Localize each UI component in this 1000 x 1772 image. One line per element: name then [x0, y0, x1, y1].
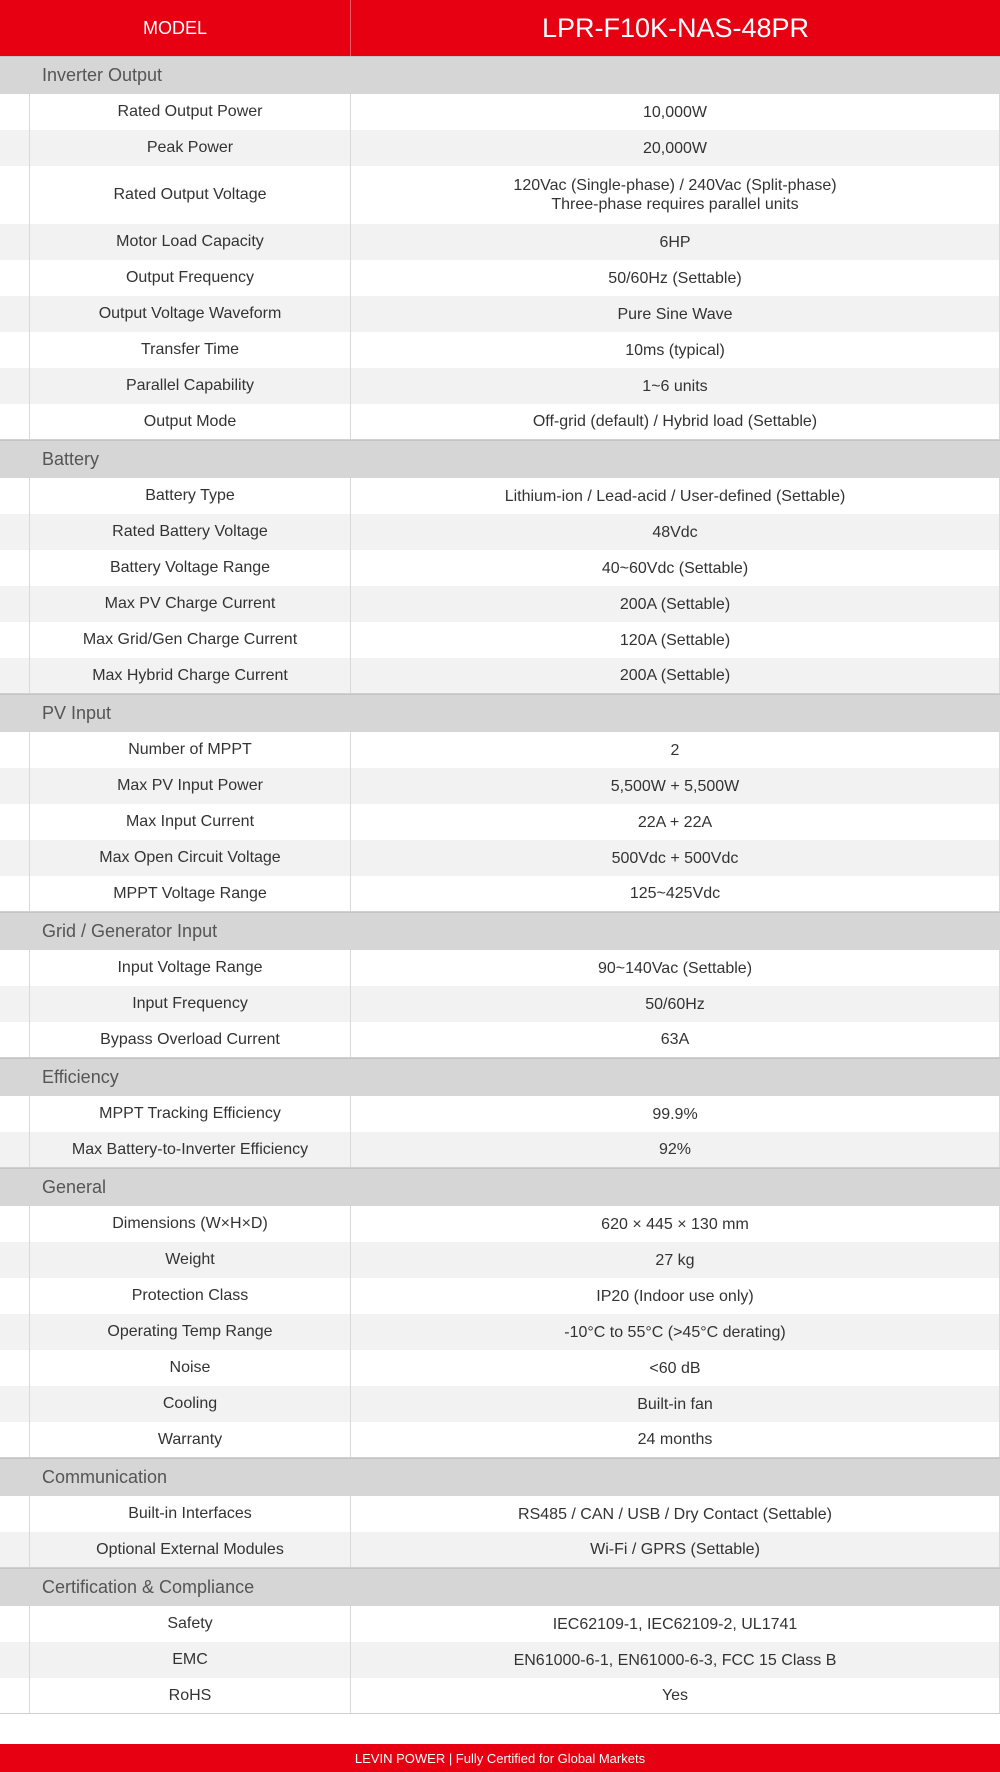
row-gutter	[0, 478, 30, 514]
row-gutter	[0, 94, 30, 130]
spec-value	[351, 166, 1000, 224]
spec-row	[0, 550, 1000, 586]
spec-label: Output Mode	[30, 404, 351, 439]
row-gutter	[0, 368, 30, 404]
spec-label: Max Hybrid Charge Current	[30, 658, 351, 693]
spec-value-line: 620 × 445 × 130 mm	[601, 1215, 749, 1233]
spec-row	[0, 950, 1000, 986]
spec-label: Optional External Modules	[30, 1532, 351, 1567]
model-label: MODEL	[0, 0, 351, 56]
spec-value-line: EN61000-6-1, EN61000-6-3, FCC 15 Class B	[513, 1651, 837, 1669]
spec-row	[0, 1314, 1000, 1350]
spec-label: Transfer Time	[30, 332, 351, 368]
model-header	[0, 0, 1000, 56]
spec-label: Rated Output Power	[30, 94, 351, 130]
spec-label: Warranty	[30, 1422, 351, 1457]
spec-value	[351, 260, 1000, 296]
row-gutter	[0, 1022, 30, 1057]
row-gutter	[0, 876, 30, 911]
row-gutter	[0, 732, 30, 768]
spec-row	[0, 876, 1000, 912]
spec-label: Rated Battery Voltage	[30, 514, 351, 550]
row-gutter	[0, 550, 30, 586]
spec-value	[351, 768, 1000, 804]
row-gutter	[0, 166, 30, 224]
spec-label: Input Voltage Range	[30, 950, 351, 986]
spec-value-line: IP20 (Indoor use only)	[596, 1287, 754, 1305]
row-gutter	[0, 586, 30, 622]
spec-value	[351, 1132, 1000, 1167]
spec-value	[351, 1606, 1000, 1642]
spec-value-line: 5,500W + 5,500W	[610, 777, 740, 795]
section-header: Efficiency	[0, 1058, 1000, 1096]
row-gutter	[0, 1242, 30, 1278]
spec-value	[351, 296, 1000, 332]
spec-value	[351, 1278, 1000, 1314]
spec-row	[0, 1206, 1000, 1242]
spec-label: Rated Output Voltage	[30, 166, 351, 224]
spec-value-line: 10,000W	[642, 103, 708, 121]
spec-row	[0, 1496, 1000, 1532]
spec-label: Weight	[30, 1242, 351, 1278]
spec-row	[0, 404, 1000, 440]
spec-row	[0, 1022, 1000, 1058]
footer-text: LEVIN POWER | Fully Certified for Global Markets	[354, 1750, 646, 1766]
spec-label: Noise	[30, 1350, 351, 1386]
spec-label: Input Frequency	[30, 986, 351, 1022]
spec-label: Max Battery-to-Inverter Efficiency	[30, 1132, 351, 1167]
spec-row	[0, 1096, 1000, 1132]
spec-label: Battery Type	[30, 478, 351, 514]
spec-label: Battery Voltage Range	[30, 550, 351, 586]
spec-value	[351, 550, 1000, 586]
spec-label: Max Input Current	[30, 804, 351, 840]
row-gutter	[0, 130, 30, 166]
spec-row	[0, 1132, 1000, 1168]
spec-value-line: IEC62109-1, IEC62109-2, UL1741	[552, 1615, 798, 1633]
spec-value-line: 120Vac (Single-phase) / 240Vac (Split-phase)	[513, 177, 837, 194]
spec-value-line: Yes	[661, 1687, 689, 1704]
spec-value-line: 27 kg	[655, 1251, 695, 1269]
spec-value-line: 200A (Settable)	[619, 595, 731, 613]
row-gutter	[0, 1278, 30, 1314]
model-number: LPR-F10K-NAS-48PR	[541, 12, 810, 43]
row-gutter	[0, 658, 30, 693]
spec-value	[351, 1350, 1000, 1386]
spec-label: Max PV Input Power	[30, 768, 351, 804]
spec-value	[351, 94, 1000, 130]
spec-value	[351, 224, 1000, 260]
spec-value-line: 48Vdc	[652, 523, 698, 541]
row-gutter	[0, 1386, 30, 1422]
spec-value	[351, 658, 1000, 693]
row-gutter	[0, 1206, 30, 1242]
spec-label: RoHS	[30, 1678, 351, 1713]
spec-value-line: 1~6 units	[642, 377, 708, 395]
spec-row	[0, 514, 1000, 550]
spec-row	[0, 1422, 1000, 1458]
spec-value-line: 200A (Settable)	[619, 667, 731, 684]
spec-value	[351, 130, 1000, 166]
spec-label: MPPT Tracking Efficiency	[30, 1096, 351, 1132]
row-gutter	[0, 804, 30, 840]
spec-value	[351, 1314, 1000, 1350]
spec-table	[0, 56, 1000, 1714]
spec-row	[0, 1278, 1000, 1314]
spec-value	[351, 840, 1000, 876]
footer-bar	[0, 1744, 1000, 1772]
spec-value-line: 6HP	[659, 233, 691, 251]
spec-row	[0, 1642, 1000, 1678]
section-header: General	[0, 1168, 1000, 1206]
spec-value-line: 120A (Settable)	[619, 631, 731, 649]
spec-value	[351, 1496, 1000, 1532]
spec-value-line: 92%	[658, 1141, 692, 1158]
spec-value-line: <60 dB	[649, 1359, 701, 1377]
spec-row	[0, 166, 1000, 224]
spec-label: Safety	[30, 1606, 351, 1642]
spec-value	[351, 332, 1000, 368]
spec-row	[0, 296, 1000, 332]
spec-row	[0, 130, 1000, 166]
spec-value-line: Off-grid (default) / Hybrid load (Settable)	[532, 413, 818, 430]
spec-value-line: 50/60Hz (Settable)	[608, 269, 742, 287]
row-gutter	[0, 1422, 30, 1457]
row-gutter	[0, 1496, 30, 1532]
spec-value-line: Pure Sine Wave	[617, 305, 733, 323]
row-gutter	[0, 1678, 30, 1713]
row-gutter	[0, 332, 30, 368]
section-header: Communication	[0, 1458, 1000, 1496]
section-header: Battery	[0, 440, 1000, 478]
spec-label: Motor Load Capacity	[30, 224, 351, 260]
spec-value	[351, 1242, 1000, 1278]
spec-value-line: Wi-Fi / GPRS (Settable)	[590, 1541, 760, 1558]
spec-row	[0, 840, 1000, 876]
spec-value	[351, 1422, 1000, 1457]
spec-value	[351, 514, 1000, 550]
spec-value-line: -10°C to 55°C (>45°C derating)	[564, 1323, 786, 1341]
spec-value	[351, 586, 1000, 622]
spec-label: Bypass Overload Current	[30, 1022, 351, 1057]
row-gutter	[0, 404, 30, 439]
spec-value	[351, 404, 1000, 439]
spec-value-line: 22A + 22A	[637, 813, 713, 831]
spec-value	[351, 1096, 1000, 1132]
spec-value	[351, 478, 1000, 514]
spec-value	[351, 804, 1000, 840]
spec-row	[0, 1678, 1000, 1714]
row-gutter	[0, 1096, 30, 1132]
spec-value-line: 2	[670, 741, 680, 759]
row-gutter	[0, 1132, 30, 1167]
spec-value-line: 50/60Hz	[645, 995, 705, 1013]
spec-row	[0, 260, 1000, 296]
spec-row	[0, 658, 1000, 694]
spec-row	[0, 804, 1000, 840]
row-gutter	[0, 296, 30, 332]
spec-value	[351, 876, 1000, 911]
spec-label: MPPT Voltage Range	[30, 876, 351, 911]
spec-value	[351, 732, 1000, 768]
section-header: Grid / Generator Input	[0, 912, 1000, 950]
spec-value-line: Built-in fan	[637, 1395, 713, 1413]
spec-value	[351, 1642, 1000, 1678]
spec-label: Built-in Interfaces	[30, 1496, 351, 1532]
spec-row	[0, 332, 1000, 368]
spec-value-line: 99.9%	[652, 1105, 698, 1123]
row-gutter	[0, 986, 30, 1022]
spec-value	[351, 1022, 1000, 1057]
spec-value-line: 125~425Vdc	[629, 885, 721, 902]
spec-row	[0, 1242, 1000, 1278]
spec-value	[351, 1386, 1000, 1422]
section-header: Inverter Output	[0, 56, 1000, 94]
spec-row	[0, 586, 1000, 622]
row-gutter	[0, 1606, 30, 1642]
row-gutter	[0, 950, 30, 986]
row-gutter	[0, 514, 30, 550]
spec-label: Max PV Charge Current	[30, 586, 351, 622]
section-header: Certification & Compliance	[0, 1568, 1000, 1606]
row-gutter	[0, 840, 30, 876]
spec-row	[0, 224, 1000, 260]
spec-value-line: 24 months	[637, 1431, 713, 1448]
spec-row	[0, 986, 1000, 1022]
spec-label: Max Grid/Gen Charge Current	[30, 622, 351, 658]
spec-label: Operating Temp Range	[30, 1314, 351, 1350]
spec-value-line-2: Three-phase requires parallel units	[551, 196, 799, 213]
spec-label: Dimensions (W×H×D)	[30, 1206, 351, 1242]
row-gutter	[0, 224, 30, 260]
row-gutter	[0, 1350, 30, 1386]
spec-value-line: 90~140Vac (Settable)	[597, 959, 753, 977]
spec-row	[0, 768, 1000, 804]
spec-row	[0, 1532, 1000, 1568]
spec-row	[0, 732, 1000, 768]
spec-row	[0, 94, 1000, 130]
spec-row	[0, 1386, 1000, 1422]
spec-row	[0, 1350, 1000, 1386]
row-gutter	[0, 1642, 30, 1678]
spec-value	[351, 986, 1000, 1022]
row-gutter	[0, 768, 30, 804]
row-gutter	[0, 1314, 30, 1350]
spec-row	[0, 622, 1000, 658]
spec-label: Output Voltage Waveform	[30, 296, 351, 332]
spec-label: Max Open Circuit Voltage	[30, 840, 351, 876]
spec-value	[351, 622, 1000, 658]
spec-value-line: 10ms (typical)	[625, 341, 725, 359]
spec-label: EMC	[30, 1642, 351, 1678]
spec-value	[351, 1532, 1000, 1567]
spec-value-line: Lithium-ion / Lead-acid / User-defined (Settable)	[504, 487, 846, 505]
row-gutter	[0, 1532, 30, 1567]
spec-label: Cooling	[30, 1386, 351, 1422]
spec-label: Parallel Capability	[30, 368, 351, 404]
spec-label: Number of MPPT	[30, 732, 351, 768]
spec-value-line: 20,000W	[642, 139, 708, 157]
spec-value	[351, 1206, 1000, 1242]
row-gutter	[0, 260, 30, 296]
spec-label: Peak Power	[30, 130, 351, 166]
row-gutter	[0, 622, 30, 658]
spec-value	[351, 1678, 1000, 1713]
spec-value-line: 500Vdc + 500Vdc	[611, 849, 739, 867]
spec-value-line: 63A	[660, 1031, 690, 1048]
spec-value	[351, 368, 1000, 404]
spec-value-line: 40~60Vdc (Settable)	[601, 559, 749, 577]
section-header: PV Input	[0, 694, 1000, 732]
spec-row	[0, 1606, 1000, 1642]
spec-label: Output Frequency	[30, 260, 351, 296]
spec-label: Protection Class	[30, 1278, 351, 1314]
spec-value-line: RS485 / CAN / USB / Dry Contact (Settable)	[518, 1505, 832, 1523]
spec-value	[351, 950, 1000, 986]
spec-row	[0, 368, 1000, 404]
spec-row	[0, 478, 1000, 514]
